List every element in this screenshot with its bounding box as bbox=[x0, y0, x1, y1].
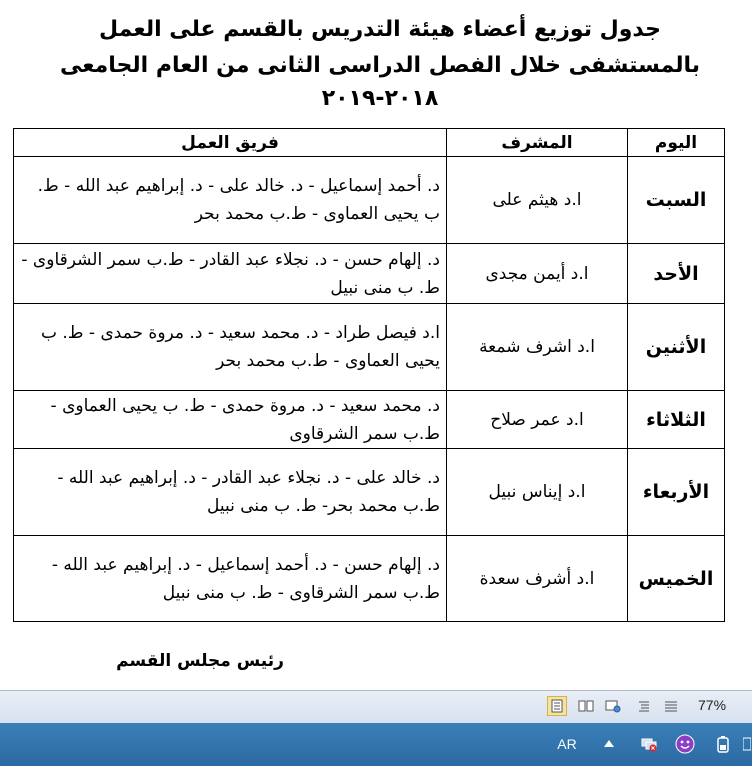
row-supervisor: ا.د اشرف شمعة bbox=[447, 304, 628, 391]
taskbar bbox=[0, 723, 752, 766]
document-title-line1: جدول توزيع أعضاء هيئة التدريس بالقسم على العمل bbox=[99, 17, 661, 42]
row-team: ا.د فيصل طراد - د. محمد سعيد - د. مروة حمدى - ط. ب يحيى العماوى - ط.ب محمد بحر bbox=[14, 304, 447, 391]
row-supervisor: ا.د أيمن مجدى bbox=[447, 244, 628, 304]
row-supervisor: ا.د إيناس نبيل bbox=[447, 449, 628, 536]
signature-label: رئيس مجلس القسم bbox=[116, 651, 284, 671]
print-layout-icon[interactable] bbox=[547, 696, 567, 716]
table-row bbox=[14, 157, 725, 244]
row-team: د. أحمد إسماعيل - د. خالد على - د. إبراهيم عبد الله - ط. ب يحيى العماوى - ط.ب محمد بحر bbox=[14, 157, 447, 244]
battery-icon[interactable] bbox=[712, 733, 734, 755]
row-team: د. إلهام حسن - د. أحمد إسماعيل - د. إبراهيم عبد الله - ط.ب سمر الشرقاوى - ط. ب منى نبيل bbox=[14, 536, 447, 622]
table-row bbox=[14, 391, 725, 449]
row-day: الخميس bbox=[628, 536, 725, 622]
row-day: الثلاثاء bbox=[628, 391, 725, 449]
table-header-row bbox=[14, 129, 725, 157]
row-supervisor: ا.د عمر صلاح bbox=[447, 391, 628, 449]
row-team: د. خالد على - د. نجلاء عبد القادر - د. إبراهيم عبد الله - ط.ب محمد بحر- ط. ب منى نبيل bbox=[14, 449, 447, 536]
table-row bbox=[14, 449, 725, 536]
header-supervisor: المشرف bbox=[447, 129, 628, 157]
full-screen-reading-icon[interactable] bbox=[576, 696, 596, 716]
document-title-line2: بالمستشفى خلال الفصل الدراسى الثانى من العام الجامعى bbox=[60, 53, 700, 78]
row-supervisor: ا.د هيثم على bbox=[447, 157, 628, 244]
row-day: الأثنين bbox=[628, 304, 725, 391]
messenger-icon[interactable] bbox=[674, 733, 696, 755]
row-day: الأربعاء bbox=[628, 449, 725, 536]
row-team: د. إلهام حسن - د. نجلاء عبد القادر - ط.ب سمر الشرقاوى - ط. ب منى نبيل bbox=[14, 244, 447, 304]
header-day: اليوم bbox=[628, 129, 725, 157]
table-row bbox=[14, 536, 725, 622]
table-row bbox=[14, 304, 725, 391]
status-bar bbox=[0, 690, 752, 723]
row-supervisor: ا.د أشرف سعدة bbox=[447, 536, 628, 622]
language-indicator[interactable]: AR bbox=[557, 736, 577, 752]
row-day: الأحد bbox=[628, 244, 725, 304]
zoom-level[interactable]: 77% bbox=[698, 697, 727, 713]
show-hidden-icons-chevron-icon[interactable] bbox=[598, 733, 620, 755]
row-team: د. محمد سعيد - د. مروة حمدى - ط. ب يحيى العماوى - ط.ب سمر الشرقاوى bbox=[14, 391, 447, 449]
row-day: السبت bbox=[628, 157, 725, 244]
outline-icon[interactable] bbox=[634, 696, 654, 716]
document-title-line3: ٢٠١٨-٢٠١٩ bbox=[321, 86, 439, 111]
header-team: فريق العمل bbox=[14, 129, 447, 157]
network-icon[interactable] bbox=[638, 733, 660, 755]
taskbar-edge bbox=[742, 733, 752, 755]
web-layout-icon[interactable] bbox=[603, 696, 623, 716]
table-row bbox=[14, 244, 725, 304]
schedule-table bbox=[13, 128, 725, 622]
draft-icon[interactable] bbox=[661, 696, 681, 716]
